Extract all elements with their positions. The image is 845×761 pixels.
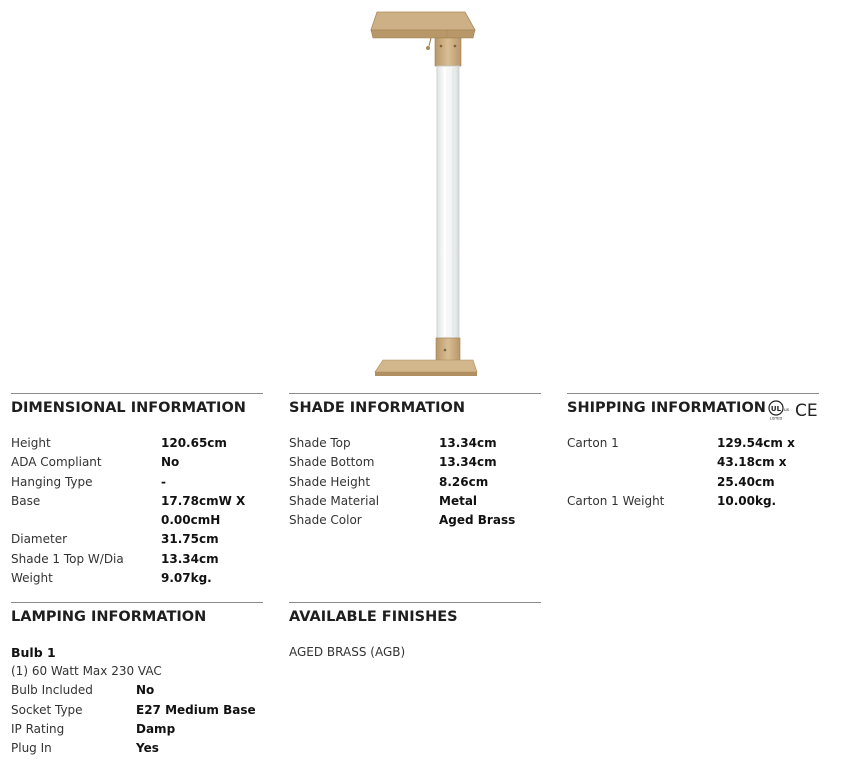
spec-row: [11, 720, 291, 739]
spec-row: [289, 492, 569, 511]
spec-row: [11, 511, 291, 530]
spec-list: [567, 434, 845, 511]
spec-value: 10.00kg.: [717, 493, 777, 508]
ce-mark-icon: CE: [795, 401, 818, 421]
spec-row: [567, 434, 845, 453]
section-divider: [567, 393, 819, 394]
pull-chain: [426, 38, 431, 50]
lamping-information-section: [11, 602, 263, 756]
bulb-description: (1) 60 Watt Max 230 VAC: [11, 664, 162, 678]
spec-label: Height: [11, 436, 51, 450]
spec-label: Weight: [11, 571, 53, 586]
spec-list: [11, 681, 291, 758]
spec-row: [11, 681, 291, 700]
spec-label: Socket Type: [11, 702, 83, 717]
spec-label: Carton 1: [567, 436, 619, 450]
spec-value: Aged Brass: [439, 513, 516, 528]
spec-value: Yes: [136, 741, 159, 756]
spec-label: Carton 1 Weight: [567, 493, 665, 508]
spec-row: [567, 492, 845, 511]
spec-value: 13.34cm: [439, 436, 497, 450]
lamp-base: [375, 360, 477, 376]
spec-row: [11, 569, 291, 588]
spec-row: [289, 511, 569, 530]
spec-label: Shade Color: [289, 513, 362, 528]
lamping-details: [11, 643, 291, 758]
finish-list: [289, 643, 569, 662]
spec-row: [11, 739, 291, 758]
section-heading: LAMPING INFORMATION: [11, 609, 207, 625]
section-divider: [289, 602, 541, 603]
shipping-information-section: [567, 393, 819, 508]
spec-value: Damp: [136, 721, 176, 736]
spec-value: No: [161, 455, 180, 470]
spec-value: 13.34cm: [439, 455, 497, 470]
spec-value: 9.07kg.: [161, 571, 212, 586]
spec-label: Shade Height: [289, 474, 371, 489]
shade-information-section: [289, 393, 541, 528]
acrylic-column: [437, 66, 459, 338]
svg-text:UL: UL: [770, 405, 782, 413]
section-heading: AVAILABLE FINISHES: [289, 609, 458, 625]
spec-row: [11, 492, 291, 511]
lower-bracket: [436, 338, 460, 362]
spec-label: [567, 453, 717, 492]
spec-label: ADA Compliant: [11, 455, 102, 470]
spec-label: Shade 1 Top W/Dia: [11, 551, 124, 566]
spec-row: [567, 453, 845, 492]
section-heading: SHIPPING INFORMATION: [567, 400, 766, 416]
product-image: [365, 8, 480, 383]
section-divider: [289, 393, 541, 394]
spec-label: Hanging Type: [11, 474, 93, 489]
spec-row: [11, 701, 291, 720]
spec-row: [11, 434, 291, 453]
svg-text:us: us: [783, 408, 790, 413]
spec-label: Shade Bottom: [289, 455, 375, 470]
svg-text:LISTED: LISTED: [769, 416, 783, 421]
spec-value: 13.34cm: [161, 551, 219, 566]
spec-value: 31.75cm: [161, 532, 219, 547]
spec-row: [11, 453, 291, 472]
spec-value: 17.78cmW X: [161, 493, 246, 508]
certification-marks: [767, 398, 823, 422]
spec-label: Base: [11, 493, 41, 508]
available-finishes-section: [289, 602, 541, 659]
upper-bracket: [435, 38, 461, 66]
dimensional-information-section: [11, 393, 263, 586]
finish-item: AGED BRASS (AGB): [289, 645, 406, 659]
spec-value: 120.65cm: [161, 436, 227, 450]
spec-list: [289, 434, 569, 530]
spec-label: Shade Top: [289, 436, 351, 450]
spec-row: [11, 550, 291, 569]
spec-value: -: [161, 474, 166, 489]
section-heading: SHADE INFORMATION: [289, 400, 465, 416]
section-divider: [11, 602, 263, 603]
spec-value: 0.00cmH: [161, 513, 221, 528]
spec-value: 43.18cm x 25.40cm: [717, 455, 787, 489]
lamp-shade: [371, 12, 475, 38]
section-heading: DIMENSIONAL INFORMATION: [11, 400, 246, 416]
section-divider: [11, 393, 263, 394]
spec-row: [289, 434, 569, 453]
spec-label: Shade Material: [289, 493, 380, 508]
spec-row: [11, 473, 291, 492]
spec-row: [11, 530, 291, 549]
spec-label: Plug In: [11, 741, 52, 756]
spec-label: IP Rating: [11, 721, 65, 736]
spec-row: [289, 473, 569, 492]
spec-label: [11, 511, 161, 530]
spec-label: Bulb Included: [11, 683, 93, 698]
spec-row: [289, 453, 569, 472]
spec-value: 8.26cm: [439, 474, 489, 489]
spec-list: [11, 434, 291, 588]
ul-listed-icon: [769, 401, 790, 421]
spec-label: Diameter: [11, 532, 68, 547]
spec-value: Metal: [439, 493, 478, 508]
bulb-title: Bulb 1: [11, 645, 56, 660]
spec-value: E27 Medium Base: [136, 702, 256, 717]
spec-value: 129.54cm x: [717, 436, 795, 450]
spec-value: No: [136, 683, 155, 698]
